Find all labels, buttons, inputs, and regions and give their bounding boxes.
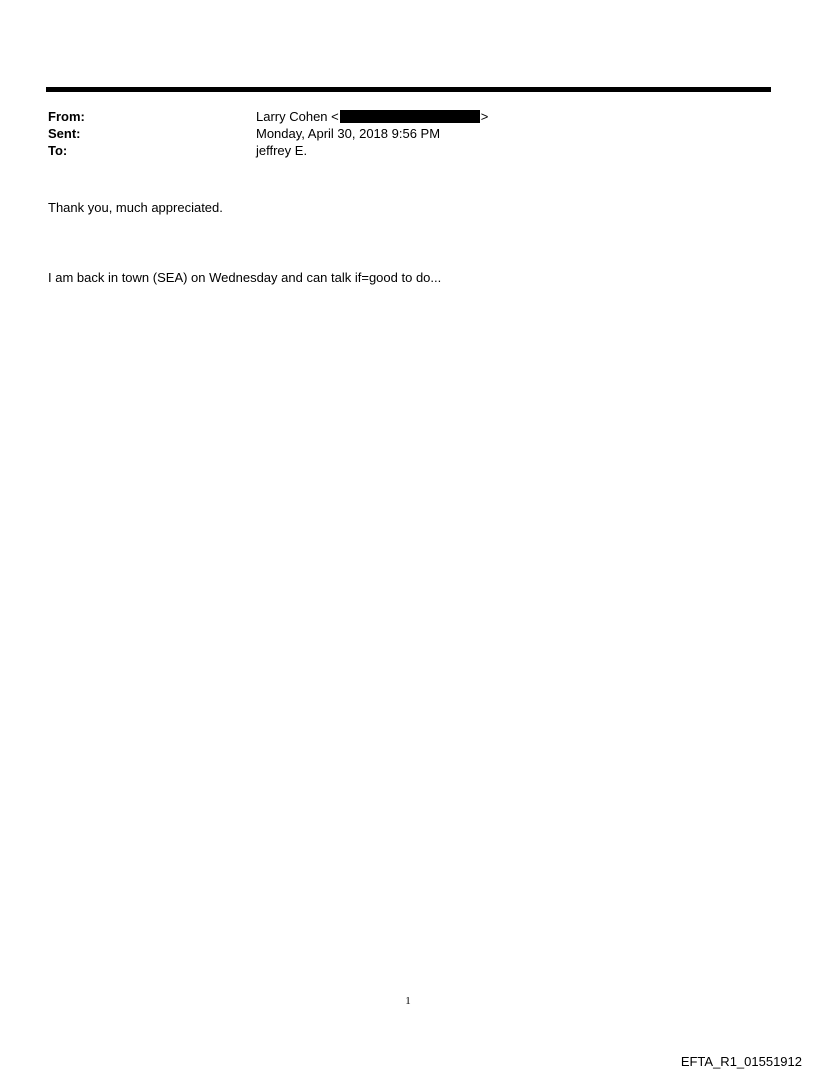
from-label: From: bbox=[48, 109, 85, 124]
to-value: jeffrey E. bbox=[256, 143, 308, 158]
body-line-2: I am back in town (SEA) on Wednesday and can talk if=good to do... bbox=[48, 270, 442, 285]
from-name: Larry Cohen < bbox=[256, 109, 339, 124]
redaction-box bbox=[340, 110, 480, 123]
to-label: To: bbox=[48, 143, 68, 158]
from-name-suffix: > bbox=[480, 109, 489, 124]
sent-row bbox=[48, 125, 748, 142]
page-number: 1 bbox=[405, 995, 411, 1007]
to-row bbox=[48, 142, 748, 159]
header-divider bbox=[46, 87, 771, 92]
email-header bbox=[48, 108, 748, 159]
sent-label: Sent: bbox=[48, 126, 81, 141]
document-id: EFTA_R1_01551912 bbox=[680, 1054, 802, 1069]
from-row bbox=[48, 108, 748, 125]
body-line-1: Thank you, much appreciated. bbox=[48, 200, 223, 215]
from-value bbox=[256, 108, 488, 125]
sent-value: Monday, April 30, 2018 9:56 PM bbox=[256, 126, 441, 141]
